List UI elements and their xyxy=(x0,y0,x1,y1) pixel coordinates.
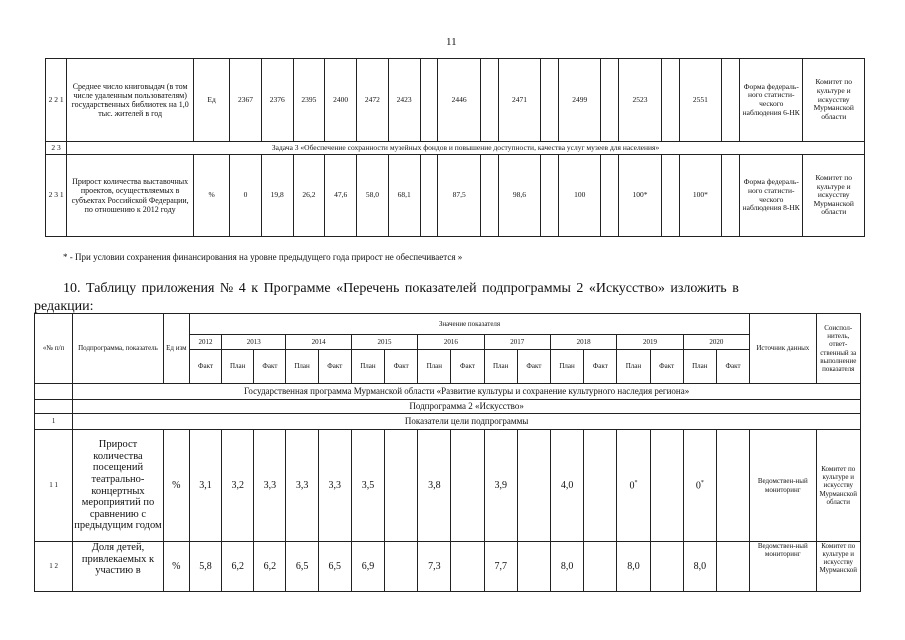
value-cell: 87,5 xyxy=(438,155,480,237)
year-header: 2013 xyxy=(222,335,286,350)
indicator-name: Среднее число книговыдач (в том числе удаленным пользователям) государственных библиотек на 1,0 тыс. жителей в год xyxy=(67,59,194,142)
table-row xyxy=(35,430,861,542)
value-cell: 100* xyxy=(679,155,721,237)
year-header: 2019 xyxy=(617,335,683,350)
value-cell: 8,0 xyxy=(683,542,716,592)
year-header: 2012 xyxy=(189,335,221,350)
value-cell xyxy=(650,430,683,542)
indicator-name: Прирост количества выставочных проектов, осуществляемых в субъектах Российской Федерации, по отношению к 2012 году xyxy=(67,155,194,237)
sub-header: План xyxy=(683,350,716,384)
responsible-cell: Комитет по культуре и искусству Мурманской области xyxy=(803,155,865,237)
value-cell: 19,8 xyxy=(261,155,293,237)
value-cell xyxy=(601,155,619,237)
value-cell xyxy=(420,155,438,237)
value-cell: 3,3 xyxy=(318,430,351,542)
value-cell: 3,9 xyxy=(484,430,517,542)
sub-header: Факт xyxy=(584,350,617,384)
value-cell: 47,6 xyxy=(325,155,357,237)
value-cell: 100* xyxy=(619,155,661,237)
sub-header: Факт xyxy=(254,350,286,384)
value-cell xyxy=(661,155,679,237)
value-cell: 0* xyxy=(683,430,716,542)
value-cell xyxy=(480,59,498,142)
table-row xyxy=(46,155,865,237)
responsible-cell: Комитет по культуре и искусству Мурманской xyxy=(816,542,861,592)
value-cell: 3,3 xyxy=(254,430,286,542)
value-cell xyxy=(584,430,617,542)
sub-header: Факт xyxy=(189,350,221,384)
sub-header: План xyxy=(222,350,254,384)
value-cell: 6,9 xyxy=(351,542,384,592)
value-cell: 2376 xyxy=(261,59,293,142)
value-cell: 4,0 xyxy=(550,430,583,542)
col-header-number: «№ п/п xyxy=(35,314,73,384)
instruction-paragraph: 10. Таблицу приложения № 4 к Программе «Перечень показателей подпрограммы 2 «Искусство» изложить в xyxy=(63,281,739,296)
table-row xyxy=(35,542,861,592)
value-cell: 0* xyxy=(617,430,650,542)
row-number: 1 2 xyxy=(35,542,73,592)
source-cell: Форма федераль-ного статисти-ческого наблюдения 6-НК xyxy=(739,59,802,142)
value-cell xyxy=(517,430,550,542)
value-cell: 3,2 xyxy=(222,430,254,542)
table-row xyxy=(46,59,865,142)
value-cell: 7,3 xyxy=(418,542,451,592)
col-header-values: Значение показателя xyxy=(189,314,749,335)
sub-header: Факт xyxy=(318,350,351,384)
program-heading: Государственная программа Мурманской области «Развитие культуры и сохранение культурного наследия региона» xyxy=(73,384,861,400)
row-number: 2 3 xyxy=(46,142,67,155)
value-cell xyxy=(541,59,559,142)
year-header: 2020 xyxy=(683,335,749,350)
value-cell: 100 xyxy=(559,155,601,237)
year-header: 2016 xyxy=(418,335,484,350)
table-row xyxy=(46,142,865,155)
value-cell: 6,5 xyxy=(286,542,318,592)
value-cell: 7,7 xyxy=(484,542,517,592)
sub-header: Факт xyxy=(385,350,418,384)
value-cell: 3,1 xyxy=(189,430,221,542)
sub-header: План xyxy=(617,350,650,384)
value-cell xyxy=(385,430,418,542)
sub-header: План xyxy=(484,350,517,384)
year-header: 2014 xyxy=(286,335,351,350)
indicators-table xyxy=(34,313,861,592)
table-row xyxy=(35,400,861,414)
value-cell: 2472 xyxy=(357,59,389,142)
col-header-source: Источник данных xyxy=(750,314,816,384)
responsible-cell: Комитет по культуре и искусству Мурманской области xyxy=(803,59,865,142)
indicator-name: Доля детей, привлекаемых к участию в xyxy=(73,542,164,592)
source-cell: Форма федераль-ного статисти-ческого наблюдения 8-НК xyxy=(739,155,802,237)
col-header-indicator: Подпрограмма, показатель xyxy=(73,314,164,384)
value-cell xyxy=(451,542,484,592)
value-cell: 2551 xyxy=(679,59,721,142)
task-heading: Задача 3 «Обеспечение сохранности музейных фондов и повышение доступности, качества услуг музеев для населения» xyxy=(67,142,865,155)
value-cell: 8,0 xyxy=(550,542,583,592)
value-cell xyxy=(480,155,498,237)
source-cell: Ведомствен-ный мониторинг xyxy=(750,542,816,592)
col-header-responsible: Соиспол-нитель, ответ-ственный за выполнение показателя xyxy=(816,314,861,384)
indicator-name: Прирост количества посещений театрально-концертных мероприятий по сравнению с предыдущим годом xyxy=(73,430,164,542)
sub-header: План xyxy=(418,350,451,384)
value-cell: 3,3 xyxy=(286,430,318,542)
table-row xyxy=(35,384,861,400)
footnote: * - При условии сохранения финансирования на уровне предыдущего года прирост не обеспечивается » xyxy=(63,252,463,262)
goal-heading: Показатели цели подпрограммы xyxy=(73,414,861,430)
continued-table xyxy=(45,58,865,237)
responsible-cell: Комитет по культуре и искусству Мурманской области xyxy=(816,430,861,542)
source-cell: Ведомствен-ный мониторинг xyxy=(750,430,816,542)
value-cell: 2523 xyxy=(619,59,661,142)
sub-header: План xyxy=(550,350,583,384)
value-cell: 3,8 xyxy=(418,430,451,542)
instruction-paragraph-end: редакции: xyxy=(34,299,94,314)
value-cell: 2423 xyxy=(388,59,420,142)
value-cell xyxy=(721,59,739,142)
value-cell xyxy=(420,59,438,142)
value-cell xyxy=(661,59,679,142)
value-cell xyxy=(721,155,739,237)
value-cell xyxy=(716,542,749,592)
unit-cell: % xyxy=(163,542,189,592)
value-cell: 6,2 xyxy=(254,542,286,592)
row-number: 2 2 1 xyxy=(46,59,67,142)
year-header: 2017 xyxy=(484,335,550,350)
unit-cell: Ед xyxy=(194,59,230,142)
table-row xyxy=(35,414,861,430)
year-header: 2015 xyxy=(351,335,417,350)
value-cell: 3,5 xyxy=(351,430,384,542)
col-header-unit: Ед изм xyxy=(163,314,189,384)
value-cell xyxy=(716,430,749,542)
value-cell xyxy=(385,542,418,592)
subprogram-heading: Подпрограмма 2 «Искусство» xyxy=(73,400,861,414)
sub-header: План xyxy=(286,350,318,384)
value-cell xyxy=(517,542,550,592)
sub-header: Факт xyxy=(716,350,749,384)
value-cell: 68,1 xyxy=(388,155,420,237)
value-cell: 0 xyxy=(230,155,262,237)
value-cell xyxy=(650,542,683,592)
value-cell: 98,6 xyxy=(498,155,540,237)
value-cell xyxy=(541,155,559,237)
row-number: 1 xyxy=(35,414,73,430)
value-cell: 26,2 xyxy=(293,155,325,237)
value-cell: 6,2 xyxy=(222,542,254,592)
year-header: 2018 xyxy=(550,335,616,350)
value-cell: 5,8 xyxy=(189,542,221,592)
value-cell: 6,5 xyxy=(318,542,351,592)
value-cell: 2395 xyxy=(293,59,325,142)
unit-cell: % xyxy=(194,155,230,237)
header-row xyxy=(35,314,861,335)
value-cell: 8,0 xyxy=(617,542,650,592)
page-number: 11 xyxy=(446,36,457,48)
value-cell: 2471 xyxy=(498,59,540,142)
value-cell xyxy=(601,59,619,142)
sub-header: Факт xyxy=(650,350,683,384)
sub-header: Факт xyxy=(451,350,484,384)
row-number: 2 3 1 xyxy=(46,155,67,237)
value-cell: 2400 xyxy=(325,59,357,142)
sub-header: План xyxy=(351,350,384,384)
sub-header: Факт xyxy=(517,350,550,384)
value-cell xyxy=(451,430,484,542)
value-cell: 58,0 xyxy=(357,155,389,237)
value-cell: 2499 xyxy=(559,59,601,142)
value-cell: 2367 xyxy=(230,59,262,142)
value-cell xyxy=(584,542,617,592)
unit-cell: % xyxy=(163,430,189,542)
value-cell: 2446 xyxy=(438,59,480,142)
row-number: 1 1 xyxy=(35,430,73,542)
